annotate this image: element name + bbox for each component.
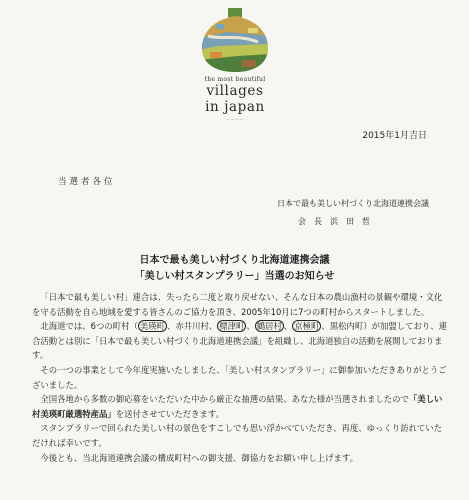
p2-sep3: 、 [283,321,293,332]
logo-wordmark-line1: villages [206,83,264,99]
logo-subtext: — — — — [226,117,244,121]
logo-wordmark-line2: in japan [205,99,265,115]
letter-date: 2015年1月吉日 [362,131,427,141]
village-tsurui: 鶴居村 [256,321,282,332]
villages-logo [188,6,282,124]
paragraph-5: スタンプラリーで回られた美しい村の景色をすこしでも思い浮かべていただき、再度、ゆっくり訪れていただければ幸いです。 [32,423,442,448]
prize-name: 「美しい村美瑛町厳選特産品」 [32,394,443,419]
logo-tagline: the most beautiful [204,76,266,83]
paragraph-4 [32,392,450,421]
landscape-emblem-icon [198,6,272,74]
letter-title-line2: 「美しい村スタンプラリー」当選のお知らせ [134,271,335,282]
p2-sep2: 、 [246,321,255,332]
letter-title-line1: 日本で最も美しい村づくり北海道連携会議 [139,255,330,266]
p2-sep1: 、赤井川村、 [166,321,218,332]
town-shibetsu: 標津町 [219,321,245,332]
sender-chair: 会 長 浜 田 哲 [298,217,370,226]
paragraph-1: 「日本で最も美しい村」連合は、失ったら二度と取り戻せない、そんな日本の農山漁村の景観や環境・文化を守る活動を自ら地域を愛する皆さんのご協力を頂き、2005年10月に7つの町村からスタートしました。 [32,292,443,317]
p2-rest: 、黒松内町）が加盟しており、連合活動とは別に「日本で最も美しい村づくり北海道連携会議」を組織し、北海道独自の活動を展開しております。 [32,321,447,361]
recipient: 当選者各位 [58,177,116,187]
p4-rest: を送付させていただきます。 [115,408,224,419]
paragraph-3: その一つの事業として今年度実施いたしました、「美しい村スタンプラリー」に御参加いただきありがとうございました。 [32,364,447,390]
p2-intro: 北海道では、6つの町村（ [40,321,138,332]
paragraph-6: 今後とも、当北海道連携会議の構成町村への御支援、御協力をお願い申し上げます。 [40,452,358,463]
town-kyogoku: 京極町 [294,321,320,332]
p4-intro: 全国各地から多数の御応募をいただいた中から厳正な抽選の結果、あなた様が当選されましたので [40,394,409,405]
town-biei: 美瑛町 [139,321,165,332]
letter-body [32,290,450,465]
sender-organization: 日本で最も美しい村づくり北海道連携会議 [277,199,429,208]
paragraph-2 [32,319,450,363]
